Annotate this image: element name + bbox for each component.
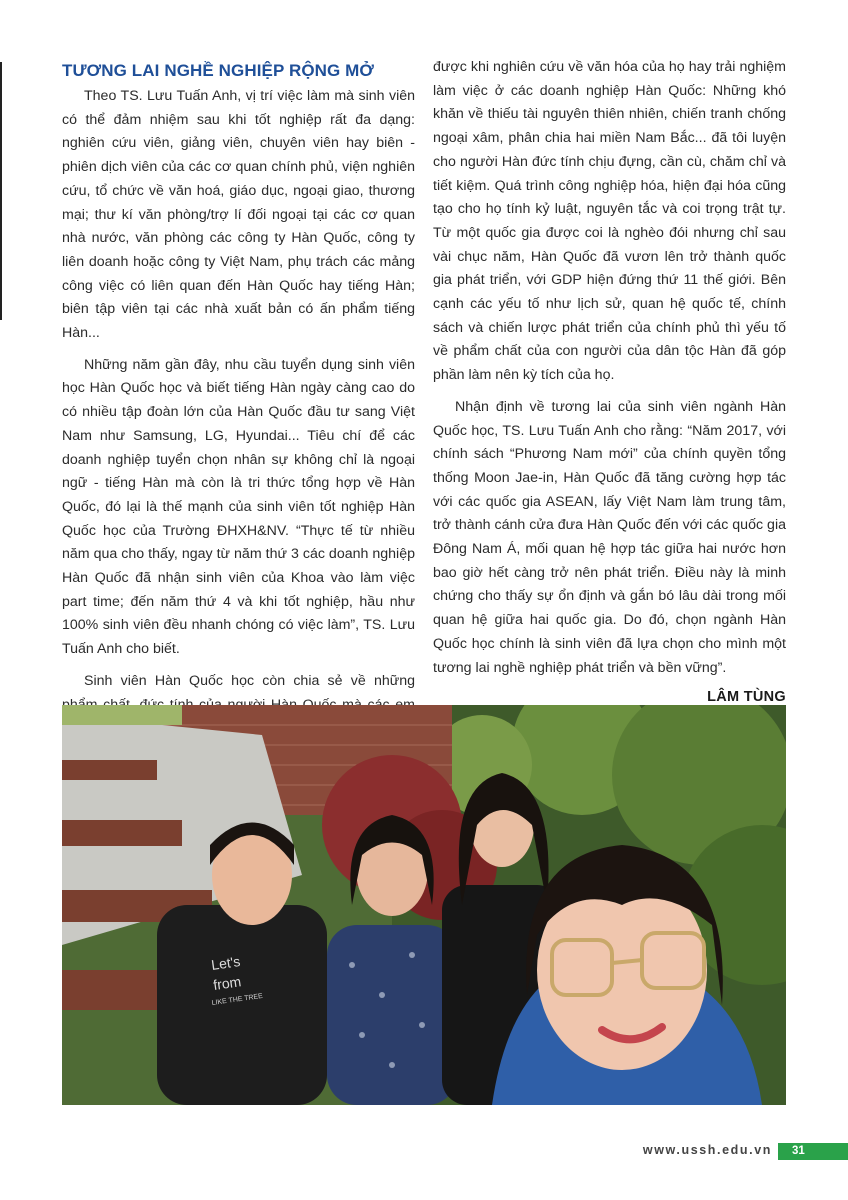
page-number-tab: 31 — [778, 1143, 848, 1160]
section-heading: TƯƠNG LAI NGHỀ NGHIỆP RỘNG MỞ — [62, 61, 375, 80]
paragraph-2: Những năm gần đây, nhu cầu tuyển dụng sinh viên học Hàn Quốc học và biết tiếng Hàn ngày càng cao do có nhiều tập đoàn lớn của Hàn Quốc đầu tư sang Việt Nam như Samsung, LG, Hyundai... Tiêu chí để các doanh nghiệp tuyển chọn nhân sự không chỉ là ngoại ngữ - tiếng Hàn mà còn là tri thức tổng hợp về Hàn Quốc, đó lại là thế mạnh của sinh viên tốt nghiệp Hàn Quốc học của Trường ĐHXH&NV. “Thực tế từ nhiều năm qua cho thấy, ngay từ năm thứ 3 các doanh nghiệp Hàn Quốc đã nhận sinh viên của Khoa vào làm việc part time; đến năm thứ 4 và khi tốt nghiệp, hầu như 100% sinh viên đều nhanh chóng có việc làm”, TS. Lưu Tuấn Anh cho biết. — [62, 356, 415, 658]
right-column — [433, 56, 786, 710]
author-byline: LÂM TÙNG — [707, 689, 786, 706]
shirt-text-2: from — [212, 973, 243, 993]
footer-website: www.ussh.edu.vn — [642, 1143, 772, 1157]
paragraph-1: Theo TS. Lưu Tuấn Anh, vị trí việc làm mà sinh viên có thể đảm nhiệm sau khi tốt nghiệp rất đa dạng: nghiên cứu viên, giảng viên, chuyên viên hay biên - phiên dịch viên của các cơ quan chính phủ, viện nghiên cứu, tổ chức về văn hoá, giáo dục, ngoại giao, thương mại; thư kí văn phòng/trợ lí đối ngoại tại các cơ quan nhà nước, văn phòng các công ty Hàn Quốc, công ty liên doanh hoặc công ty Việt Nam, phụ trách các mảng công việc có liên quan đến Hàn Quốc hay tiếng Hàn; biên tập viên tại các nhà xuất bản có ấn phẩm tiếng Hàn... — [62, 88, 415, 342]
paragraph-3-continued: được khi nghiên cứu về văn hóa của họ hay trải nghiệm làm việc ở các doanh nghiệp Hàn Quốc: Những khó khăn về thiếu tài nguyên thiên nhiên, chiến tranh chống ngoại xâm, phân chia hai miền Nam Bắc... đã tôi luyện cho người Hàn đức tính chịu đựng, cần cù, chăm chỉ và tiết kiệm. Quá trình công nghiệp hóa, hiện đại hóa cũng tạo cho họ tính kỷ luật, nguyên tắc và coi trọng trật tự. Từ một quốc gia được coi là nghèo đói nhưng chỉ sau vài chục năm, Hàn Quốc đã vươn lên trở thành quốc gia phát triển, với GDP hiện đứng thứ 11 thế giới. Bên cạnh các yếu tố như lịch sử, quan hệ quốc tế, chính sách và chiến lược phát triển của chính phủ thì yếu tố về phẩm chất của con người của dân tộc Hàn đã góp phần làm nên kỳ tích của họ. — [433, 59, 786, 384]
left-column — [62, 56, 415, 749]
paragraph-3: Sinh viên Hàn Quốc học còn chia sẻ về những — [84, 672, 415, 689]
shirt-text-1: Let's — [210, 953, 242, 973]
paragraph-4: Nhận định về tương lai của sinh viên ngành Hàn Quốc học, TS. Lưu Tuấn Anh cho rằng: “Năm 2017, với chính sách “Phương Nam mới” của chính quyền tổng thống Moon Jae-in, Hàn Quốc đã tăng cường hợp tác với các quốc gia ASEAN, lấy Việt Nam làm trung tâm, trở thành cánh cửa đưa Hàn Quốc đến với các quốc gia Đông Nam Á, mối quan hệ hợp tác giữa hai nước hơn bao giờ hết càng trở nên phát triển. Điều này là minh chứng cho thấy sự ổn định và gắn bó lâu dài trong mối quan hệ giữa hai quốc gia. Do đó, chọn ngành Hàn Quốc học chính là sinh viên đã lựa chọn cho mình một tương lai nghề nghiệp phát triển và bền vững”. — [433, 398, 786, 676]
student-group-photo — [62, 705, 786, 1105]
page-edge-mark — [0, 62, 2, 320]
shirt-text-3: LIKE THE TREE — [211, 992, 264, 1007]
